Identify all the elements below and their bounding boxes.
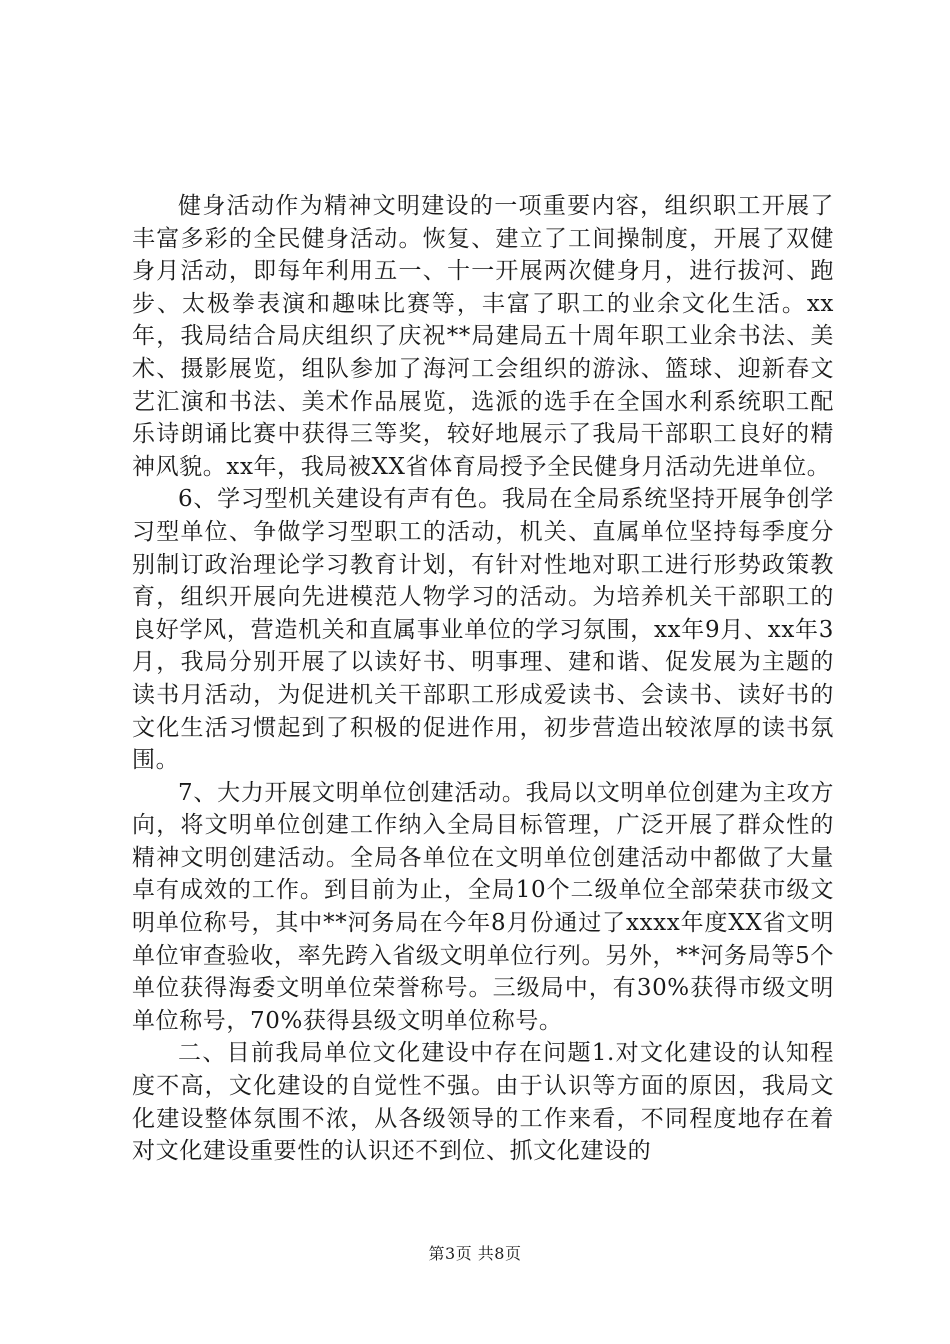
document-body xyxy=(132,190,834,1168)
paragraph-fitness-activities: 健身活动作为精神文明建设的一项重要内容，组织职工开展了丰富多彩的全民健身活动。恢复、建立了工间操制度，开展了双健身月活动，即每年利用五一、十一开展两次健身月，进行拔河、跑步、太极拳表演和趣味比赛等，丰富了职工的业余文化生活。xx年，我局结合局庆组织了庆祝**局建局五十周年职工业余书法、美术、摄影展览，组队参加了海河工会组织的游泳、篮球、迎新春文艺汇演和书法、美术作品展览，选派的选手在全国水利系统职工配乐诗朗诵比赛中获得三等奖，较好地展示了我局干部职工良好的精神风貌。xx年，我局被XX省体育局授予全民健身月活动先进单位。 xyxy=(132,193,834,480)
paragraph-learning-organization: 6、学习型机关建设有声有色。我局在全局系统坚持开展争创学习型单位、争做学习型职工的活动，机关、直属单位坚持每季度分别制订政治理论学习教育计划，有针对性地对职工进行形势政策教育，组织开展向先进模范人物学习的活动。为培养机关干部职工的良好学风，营造机关和直属事业单位的学习氛围，xx年9月、xx年3月，我局分别开展了以读好书、明事理、建和谐、促发展为主题的读书月活动，为促进机关干部职工形成爱读书、会读书、读好书的文化生活习惯起到了积极的促进作用，初步营造出较浓厚的读书氛围。 xyxy=(132,486,834,774)
paragraph-existing-problems: 二、目前我局单位文化建设中存在问题1.对文化建设的认知程度不高，文化建设的自觉性不强。由于认识等方面的原因，我局文化建设整体氛围不浓，从各级领导的工作来看，不同程度地存在着对文化建设重要性的认识还不到位、抓文化建设的 xyxy=(132,1040,834,1165)
paragraph-civilized-unit: 7、大力开展文明单位创建活动。我局以文明单位创建为主攻方向，将文明单位创建工作纳入全局目标管理，广泛开展了群众性的精神文明创建活动。全局各单位在文明单位创建活动中都做了大量卓有成效的工作。到目前为止，全局10个二级单位全部荣获市级文明单位称号，其中**河务局在今年8月份通过了xxxx年度XX省文明单位审查验收，率先跨入省级文明单位行列。另外，**河务局等5个单位获得海委文明单位荣誉称号。三级局中，有30%获得市级文明单位称号，70%获得县级文明单位称号。 xyxy=(132,779,834,1034)
page-footer: 第3页 共8页 xyxy=(428,1244,522,1263)
